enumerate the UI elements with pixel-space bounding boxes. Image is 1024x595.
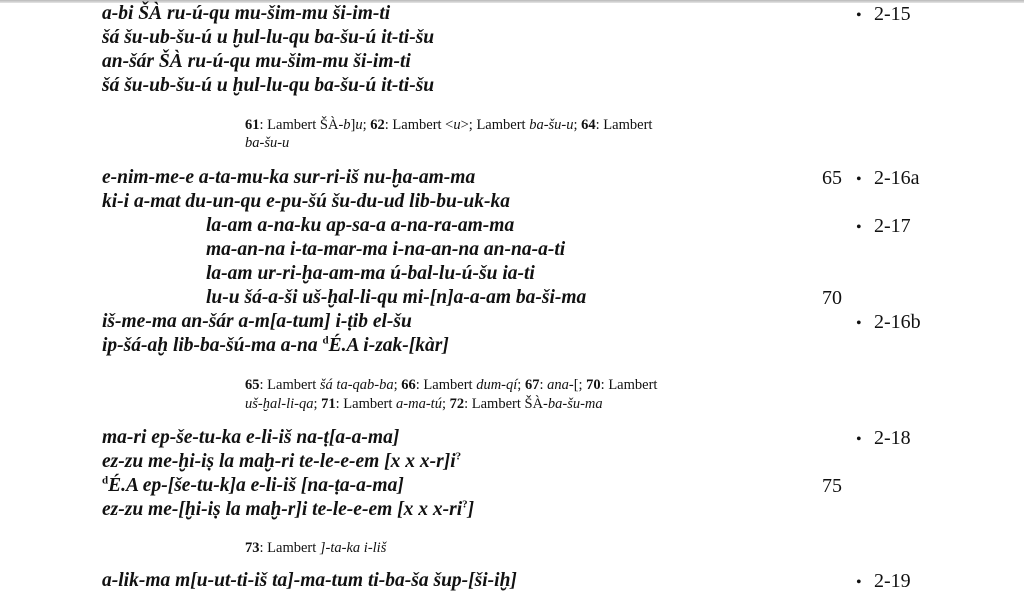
line-number: 65 xyxy=(822,167,842,189)
verse-line: šá šu-ub-šu-ú u ḫul-lu-qu ba-šu-ú it-ti-šu xyxy=(102,75,435,96)
cross-reference: • 2-15 xyxy=(856,3,911,25)
footnote-apparatus: 73: Lambert ]-ta-ka i-liš xyxy=(245,540,387,556)
verse-line: a-bi ŠÀ ru-ú-qu mu-šim-mu ši-im-ti xyxy=(102,3,391,24)
verse-line: šá šu-ub-šu-ú u ḫul-lu-qu ba-šu-ú it-ti-šu xyxy=(102,27,435,48)
verse-line: $^d$É.A ep-[še-tu-k]a e-li-iš [na-ṭa-a-ma] xyxy=(102,474,404,496)
verse-line: la-am ur-ri-ḫa-am-ma ú-bal-lu-ú-šu ia-ti xyxy=(206,263,535,284)
verse-line: ip-šá-aḫ lib-ba-šú-ma a-na $^d$É.A i-zak-[kàr] xyxy=(102,334,449,356)
cross-reference: • 2-19 xyxy=(856,570,911,592)
line-number: 70 xyxy=(822,287,842,309)
verse-line: ma-an-na i-ta-mar-ma i-na-an-na an-na-a-ti xyxy=(206,239,566,260)
verse-line: lu-u šá-a-ši uš-ḫal-li-qu mi-[n]a-a-am ba-ši-ma xyxy=(206,287,587,308)
verse-line: e-nim-me-e a-ta-mu-ka sur-ri-iš nu-ḫa-am-ma xyxy=(102,167,476,188)
cross-reference: • 2-17 xyxy=(856,215,911,237)
verse-line: ki-i a-mat du-un-qu e-pu-šú šu-du-ud lib-bu-uk-ka xyxy=(102,191,510,212)
cross-reference: • 2-16a xyxy=(856,167,920,189)
footnote-apparatus-cont: ba-šu-u xyxy=(245,135,290,151)
footnote-apparatus: 61: Lambert ŠÀ-b]u; 62: Lambert <u>; Lambert ba-šu-u; 64: Lambert xyxy=(245,117,653,133)
footnote-apparatus: 65: Lambert šá ta-qab-ba; 66: Lambert dum-qí; 67: ana-[; 70: Lambert xyxy=(245,377,658,393)
verse-line: ez-zu me-ḫi-iṣ la maḫ-ri te-le-e-em [x x x-r]i? xyxy=(102,450,462,472)
line-number: 75 xyxy=(822,475,842,497)
verse-line: an-šár ŠÀ ru-ú-qu mu-šim-mu ši-im-ti xyxy=(102,51,411,72)
verse-line: la-am a-na-ku ap-sa-a a-na-ra-am-ma xyxy=(206,215,515,236)
verse-line: ez-zu me-[ḫi-iṣ la maḫ-r]i te-le-e-em [x x x-ri?] xyxy=(102,498,475,520)
cross-reference: • 2-18 xyxy=(856,427,911,449)
footnote-apparatus-cont: uš-ḫal-li-qa; 71: Lambert a-ma-tú; 72: Lambert ŠÀ-ba-šu-ma xyxy=(245,396,603,412)
verse-line: iš-me-ma an-šár a-m[a-tum] i-ṭib el-šu xyxy=(102,311,412,332)
verse-line: ma-ri ep-še-tu-ka e-li-iš na-ṭ[a-a-ma] xyxy=(102,427,400,448)
verse-line: a-lik-ma m[u-ut-ti-iš ta]-ma-tum ti-ba-ša šup-[ši-iḫ] xyxy=(102,570,517,591)
cross-reference: • 2-16b xyxy=(856,311,921,333)
